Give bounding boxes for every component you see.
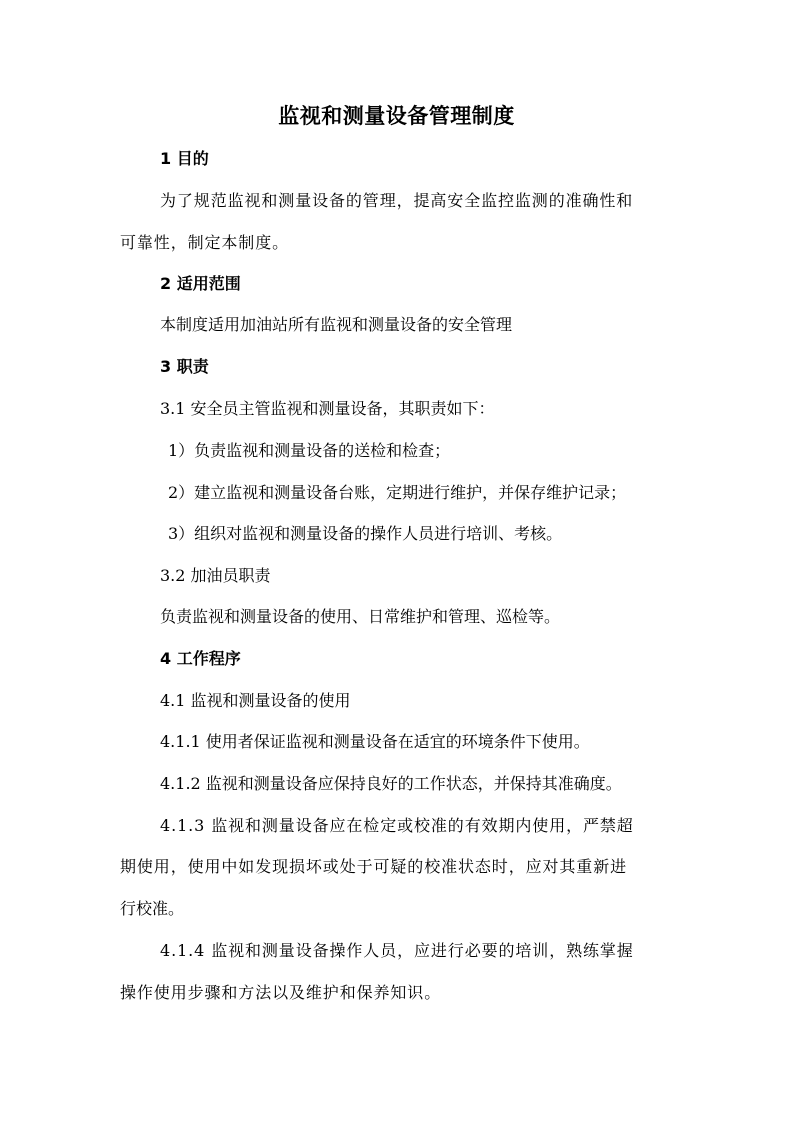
- paragraph-line: 负责监视和测量设备的使用、日常维护和管理、巡检等。: [160, 607, 561, 626]
- section-heading-scope: 2 适用范围: [160, 274, 241, 293]
- paragraph-line: 可靠性，制定本制度。: [120, 233, 290, 252]
- list-item: 2）建立监视和测量设备台账，定期进行维护，并保存维护记录；: [168, 483, 627, 502]
- paragraph-line: 4.1.1 使用者保证监视和测量设备在适宜的环境条件下使用。: [160, 732, 590, 751]
- section-heading-responsibilities: 3 职责: [160, 357, 209, 376]
- paragraph-line: 操作使用步骤和方法以及维护和保养知识。: [120, 983, 442, 1002]
- list-item: 1）负责监视和测量设备的送检和检查；: [168, 441, 451, 460]
- paragraph-line: 行校准。: [120, 899, 185, 918]
- paragraph-line: 本制度适用加油站所有监视和测量设备的安全管理: [160, 315, 513, 334]
- paragraph-line: 4.1.4 监视和测量设备操作人员，应进行必要的培训，熟练掌握: [160, 941, 634, 960]
- paragraph-line: 为了规范监视和测量设备的管理，提高安全监控监测的准确性和: [160, 191, 634, 210]
- paragraph-line: 4.1.2 监视和测量设备应保持良好的工作状态，并保持其准确度。: [160, 774, 622, 793]
- paragraph-line: 3.2 加油员职责: [160, 566, 271, 585]
- paragraph-line: 3.1 安全员主管监视和测量设备，其职责如下：: [160, 399, 495, 418]
- paragraph-line: 期使用，使用中如发现损坏或处于可疑的校准状态时，应对其重新进: [120, 857, 628, 876]
- section-heading-procedure: 4 工作程序: [160, 649, 241, 668]
- paragraph-line: 4.1 监视和测量设备的使用: [160, 691, 351, 710]
- paragraph-line: 4.1.3 监视和测量设备应在检定或校准的有效期内使用，严禁超: [160, 816, 634, 835]
- document-title: 监视和测量设备管理制度: [278, 104, 515, 128]
- list-item: 3）组织对监视和测量设备的操作人员进行培训、考核。: [168, 524, 563, 543]
- section-heading-purpose: 1 目的: [160, 149, 209, 168]
